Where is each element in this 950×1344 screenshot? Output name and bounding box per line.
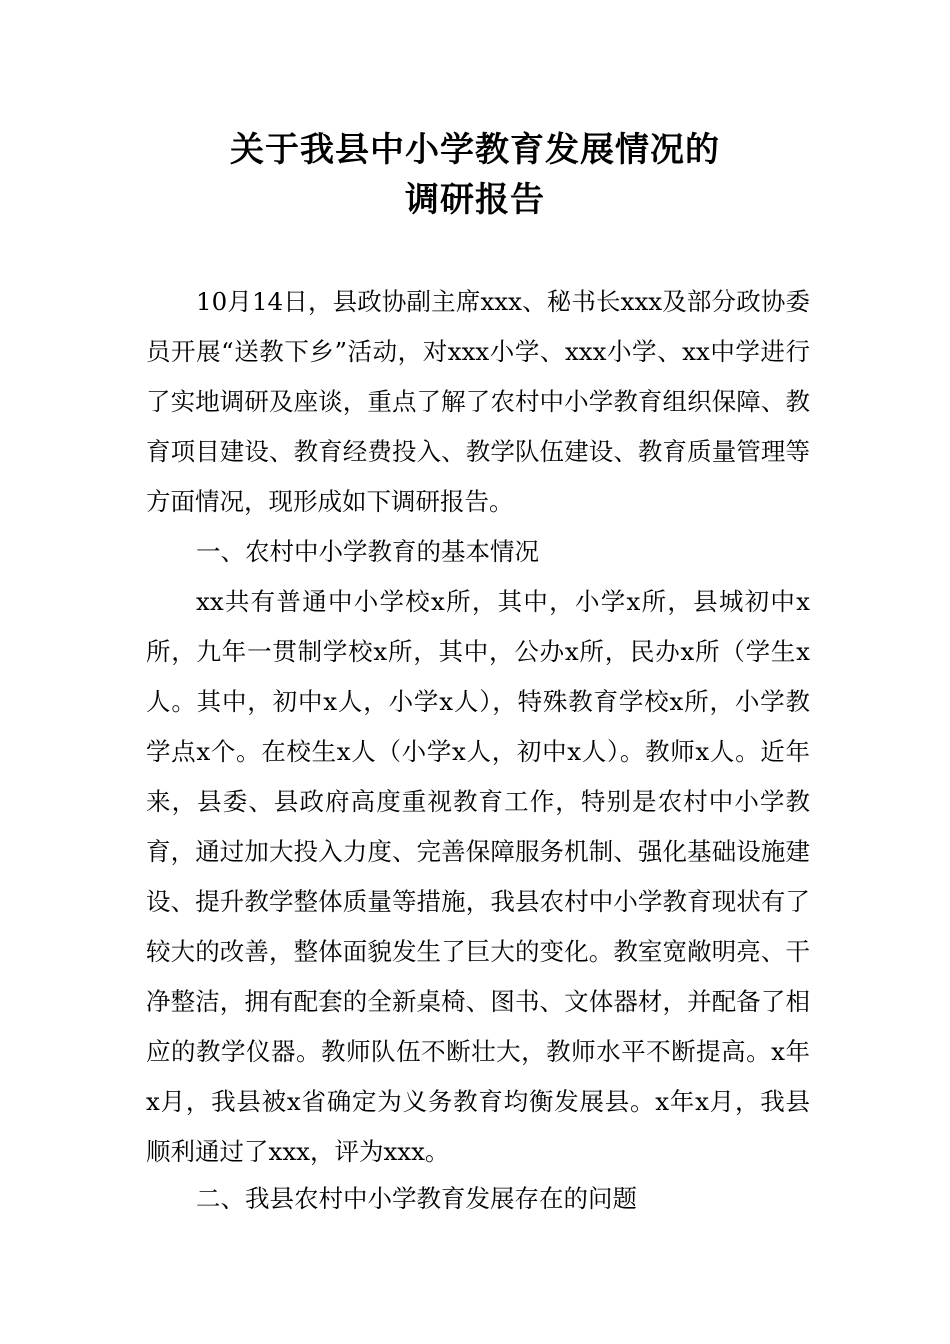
- section-2-heading: 二、我县农村中小学教育发展存在的问题: [196, 1184, 637, 1213]
- document-title-line-1: 关于我县中小学教育发展情况的: [230, 130, 720, 170]
- document-title-line-2: 调研报告: [405, 180, 545, 220]
- section-1-heading: 一、农村中小学教育的基本情况: [196, 537, 539, 566]
- intro-paragraph: 10月14日，县政协副主席xxx、秘书长xxx及部分政协委员开展“送教下乡”活动，对xxx小学、xxx小学、xx中学进行了实地调研及座谈，重点了解了农村中小学教育组织保障、教育项目建设、教育经费投入、教学队伍建设、教育质量管理等方面情况，现形成如下调研报告。: [146, 287, 810, 516]
- section-1-paragraph: xx共有普通中小学校x所，其中，小学x所，县城初中x所，九年一贯制学校x所，其中，公办x所，民办x所（学生x人。其中，初中x人，小学x人），特殊教育学校x所，小学教学点x个。在校生x人（小学x人，初中x人）。教师x人。近年来，县委、县政府高度重视教育工作，特别是农村中小学教育，通过加大投入力度、完善保障服务机制、强化基础设施建设、提升教学整体质量等措施，我县农村中小学教育现状有了较大的改善，整体面貌发生了巨大的变化。教室宽敞明亮、干净整洁，拥有配套的全新桌椅、图书、文体器材，并配备了相应的教学仪器。教师队伍不断壮大，教师水平不断提高。x年x月，我县被x省确定为义务教育均衡发展县。x年x月，我县顺利通过了xxx，评为xxx。: [146, 587, 810, 1166]
